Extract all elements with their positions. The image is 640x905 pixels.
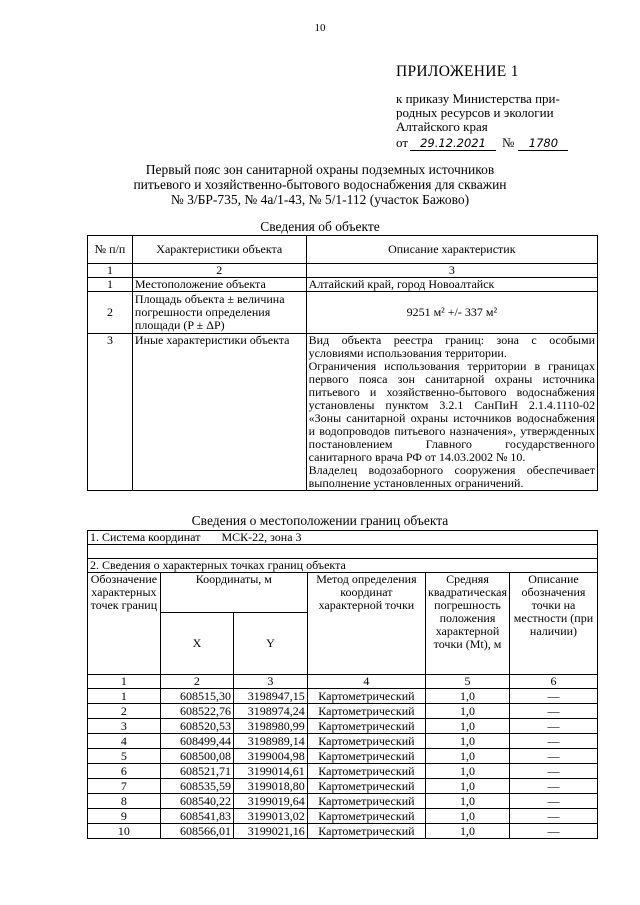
x-coordinate: 608521,71 xyxy=(160,764,233,779)
numbering-row xyxy=(88,675,598,689)
y-coordinate: 3199019,64 xyxy=(234,794,308,809)
spacer-row xyxy=(88,545,598,559)
handwritten-date: 29.12.2021 xyxy=(410,137,496,151)
method-cell: Картометрический xyxy=(307,749,425,764)
point-description: — xyxy=(509,749,597,764)
y-coordinate: 3198989,14 xyxy=(234,734,308,749)
accuracy-cell: 1,0 xyxy=(426,749,510,764)
header-method: Метод определения координат характерной точки xyxy=(307,573,425,675)
table-row xyxy=(88,749,598,764)
numbering-cell: 2 xyxy=(160,675,233,689)
x-coordinate: 608522,76 xyxy=(160,704,233,719)
handwritten-number: 1780 xyxy=(518,137,568,151)
table-row xyxy=(88,794,598,809)
accuracy-cell: 1,0 xyxy=(426,794,510,809)
points-heading: 2. Сведения о характерных точках границ объекта xyxy=(88,559,598,573)
y-coordinate: 3198974,24 xyxy=(234,704,308,719)
point-description: — xyxy=(509,704,597,719)
accuracy-cell: 1,0 xyxy=(426,824,510,839)
point-description: — xyxy=(509,719,597,734)
numbering-cell: 4 xyxy=(307,675,425,689)
header-coordinates: Координаты, м xyxy=(160,573,307,613)
point-number: 9 xyxy=(88,809,161,824)
accuracy-cell: 1,0 xyxy=(426,809,510,824)
point-number: 5 xyxy=(88,749,161,764)
numbering-row xyxy=(88,264,598,278)
boundary-points-table xyxy=(87,530,598,839)
coord-system-cell xyxy=(88,531,598,545)
point-description: — xyxy=(509,779,597,794)
coord-system-value: МСК-22, зона 3 xyxy=(221,530,302,544)
description-paragraph: Ограничения использования территории в границах первого пояса зон санитарной охраны источника питьевого и хозяйственно-бытового водоснабжения установлены пунктом 3.2.1 СанПиН 2.1.4.1110-02 «Зоны санитарной охраны источников водоснабжения и водопроводов питьевого назначения», утвержденных постановлением Главного государственного санитарного врача РФ от 14.03.2002 № 10. xyxy=(308,359,595,464)
table-row xyxy=(88,278,598,292)
table-row xyxy=(88,704,598,719)
accuracy-cell: 1,0 xyxy=(426,689,510,704)
table-row xyxy=(88,292,598,334)
header-point-description: Описание обозначения точки на местности (при наличии) xyxy=(509,573,597,675)
x-coordinate: 608566,01 xyxy=(160,824,233,839)
appendix-order-text xyxy=(396,92,596,134)
y-coordinate: 3198947,15 xyxy=(234,689,308,704)
date-prefix: от xyxy=(396,135,409,150)
points-body xyxy=(88,689,598,839)
method-cell: Картометрический xyxy=(307,824,425,839)
appendix-title: ПРИЛОЖЕНИЕ 1 xyxy=(396,63,519,80)
accuracy-cell: 1,0 xyxy=(426,719,510,734)
appendix-line: родных ресурсов и экологии xyxy=(396,105,554,120)
row-num: 1 xyxy=(88,278,133,292)
x-coordinate: 608541,83 xyxy=(160,809,233,824)
numbering-cell: 6 xyxy=(509,675,597,689)
boundary-info-heading: Сведения о местоположении границ объекта xyxy=(191,513,449,528)
y-coordinate: 3199021,16 xyxy=(234,824,308,839)
point-description: — xyxy=(509,764,597,779)
object-info-table xyxy=(87,235,598,491)
point-number: 1 xyxy=(88,689,161,704)
point-number: 4 xyxy=(88,734,161,749)
header-description: Описание характеристик xyxy=(306,236,597,264)
x-coordinate: 608500,08 xyxy=(160,749,233,764)
row-num: 2 xyxy=(88,292,133,334)
numbering-cell: 1 xyxy=(88,675,161,689)
y-coordinate: 3199018,80 xyxy=(234,779,308,794)
numbering-cell: 5 xyxy=(426,675,510,689)
table-row xyxy=(88,779,598,794)
header-accuracy: Средняя квадратическая погрешность положения характерной точки (Mt), м xyxy=(426,573,510,675)
row-characteristic: Иные характеристики объекта xyxy=(132,334,306,491)
numbering-cell: 2 xyxy=(132,264,306,278)
method-cell: Картометрический xyxy=(307,809,425,824)
method-cell: Картометрический xyxy=(307,764,425,779)
description-paragraph: Вид объекта реестра границ: зона с особыми условиями использования территории. xyxy=(308,333,595,360)
table-row xyxy=(88,719,598,734)
object-info-heading: Сведения об объекте xyxy=(260,219,380,234)
header-designation: Обозначение характерных точек границ xyxy=(88,573,161,675)
appendix-line: Алтайского края xyxy=(396,119,488,134)
page-number: 10 xyxy=(314,22,326,34)
number-prefix: № xyxy=(502,135,515,150)
numbering-cell: 3 xyxy=(306,264,597,278)
document-title xyxy=(120,162,520,207)
accuracy-cell: 1,0 xyxy=(426,779,510,794)
table-row xyxy=(88,334,598,491)
point-description: — xyxy=(509,734,597,749)
title-line: питьевого и хозяйственно-бытового водоснабжения для скважин xyxy=(133,177,507,192)
point-description: — xyxy=(509,809,597,824)
appendix-line: к приказу Министерства при- xyxy=(396,91,560,106)
accuracy-cell: 1,0 xyxy=(426,734,510,749)
table-row xyxy=(88,809,598,824)
point-number: 3 xyxy=(88,719,161,734)
accuracy-cell: 1,0 xyxy=(426,704,510,719)
point-description: — xyxy=(509,689,597,704)
method-cell: Картометрический xyxy=(307,779,425,794)
table-row xyxy=(88,824,598,839)
x-coordinate: 608535,59 xyxy=(160,779,233,794)
point-description: — xyxy=(509,824,597,839)
point-number: 10 xyxy=(88,824,161,839)
row-num: 3 xyxy=(88,334,133,491)
header-row xyxy=(88,573,598,613)
method-cell: Картометрический xyxy=(307,794,425,809)
header-x: X xyxy=(160,613,233,675)
header-num: № п/п xyxy=(88,236,133,264)
method-cell: Картометрический xyxy=(307,734,425,749)
y-coordinate: 3199013,02 xyxy=(234,809,308,824)
table-row xyxy=(88,764,598,779)
y-coordinate: 3199014,61 xyxy=(234,764,308,779)
point-number: 2 xyxy=(88,704,161,719)
row-description: 9251 м² +/- 337 м² xyxy=(306,292,597,334)
header-characteristic: Характеристики объекта xyxy=(132,236,306,264)
title-line: № 3/БР-735, № 4а/1-43, № 5/1-112 (участок Бажово) xyxy=(170,192,470,207)
numbering-cell: 1 xyxy=(88,264,133,278)
method-cell: Картометрический xyxy=(307,719,425,734)
points-heading-row xyxy=(88,559,598,573)
numbering-cell: 3 xyxy=(234,675,308,689)
description-paragraph: Владелец водозаборного сооружения обеспечивает выполнение установленных ограничений. xyxy=(308,463,595,490)
table-header-row xyxy=(88,236,598,264)
x-coordinate: 608540,22 xyxy=(160,794,233,809)
y-coordinate: 3199004,98 xyxy=(234,749,308,764)
accuracy-cell: 1,0 xyxy=(426,764,510,779)
y-coordinate: 3198980,99 xyxy=(234,719,308,734)
appendix-date-line xyxy=(396,135,596,151)
x-coordinate: 608515,30 xyxy=(160,689,233,704)
point-number: 8 xyxy=(88,794,161,809)
coord-system-row xyxy=(88,531,598,545)
row-description: Алтайский край, город Новоалтайск xyxy=(306,278,597,292)
table-row xyxy=(88,734,598,749)
spacer-cell xyxy=(88,545,598,559)
row-description xyxy=(306,334,597,491)
row-characteristic: Площадь объекта ± величина погрешности определения площади (P ± ΔP) xyxy=(132,292,306,334)
row-characteristic: Местоположение объекта xyxy=(132,278,306,292)
point-number: 7 xyxy=(88,779,161,794)
method-cell: Картометрический xyxy=(307,704,425,719)
method-cell: Картометрический xyxy=(307,689,425,704)
table-row xyxy=(88,689,598,704)
x-coordinate: 608520,53 xyxy=(160,719,233,734)
point-number: 6 xyxy=(88,764,161,779)
coord-system-label: 1. Система координат xyxy=(90,530,201,544)
title-line: Первый пояс зон санитарной охраны подземных источников xyxy=(145,162,495,177)
x-coordinate: 608499,44 xyxy=(160,734,233,749)
header-y: Y xyxy=(234,613,308,675)
point-description: — xyxy=(509,794,597,809)
